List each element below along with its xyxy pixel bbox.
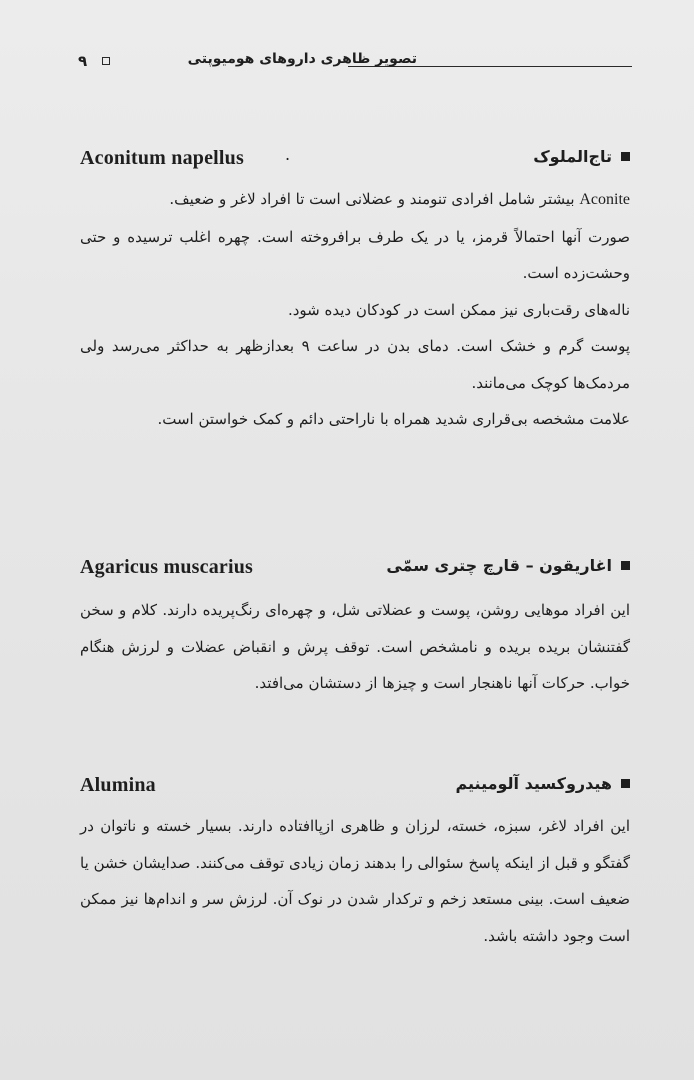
persian-heading [533,147,630,166]
remedy-section-agaricus [80,552,630,702]
paragraph [80,181,630,219]
latin-name: Agaricus muscarius [80,556,254,578]
remedy-header [80,143,630,177]
remedy-section-aconitum [80,143,630,438]
remedy-header [80,770,630,804]
running-head-title: تصویر ظاهری داروهای هومیوپتی [187,51,417,67]
remedy-description [80,592,630,702]
paragraph: صورت آنها احتمالاً قرمز، یا در یک طرف برافروخته است. چهره اغلب ترسیده و حتی وحشت‌زده است. [80,227,630,282]
latin-name: Aconitum napellus [80,147,244,169]
page-number: ۹ [78,52,88,70]
square-bullet-icon [621,152,630,161]
persian-name: هیدروکسید آلومینیم [455,774,612,793]
paragraph: پوست گرم و خشک است. دمای بدن در ساعت ۹ بعدازظهر به حداکثر می‌رسد ولی مردمک‌ها کوچک می‌مانند. [80,337,630,392]
remedy-description [80,808,630,954]
paragraph: این افراد موهایی روشن، پوست و عضلاتی شل، و چهره‌ای رنگ‌پریده دارند. کلام و سخن گفتنشان بریده بریده و نامشخص است. توقف پرش و انقباض عضلات و لرزش هنگام خواب. حرکات آنها ناهنجار است و چیزها از دستشان می‌افتد. [80,601,630,692]
persian-heading [455,774,630,793]
latin-name: Alumina [80,774,156,796]
remedy-header [80,552,630,586]
latin-inline: Aconite [579,191,630,208]
paragraph: این افراد لاغر، سبزه، خسته، لرزان و ظاهری ازپاافتاده دارند. بسیار خسته و ناتوان در گفتگو و قبل از اینکه پاسخ سئوالی را بدهند زمان زیادی توقف می‌کنند. صدایشان خشن یا ضعیف است. بینی مستعد زخم و ترکدار شدن در نوک آن. لرزش سر و اندام‌ها نیز ممکن است وجود داشته باشد. [80,817,630,945]
paragraph-text: بیشتر شامل افرادی تنومند و عضلانی است تا افراد لاغر و ضعیف. [169,190,575,208]
remedy-description [80,181,630,438]
paragraph: ناله‌های رقت‌باری نیز ممکن است در کودکان دیده شود. [287,300,630,319]
square-ornament-icon [102,57,110,65]
dot-mark: . [285,145,291,164]
running-head [72,50,632,74]
persian-name: اغاریقون – قارچ چتری سمّی [386,556,612,575]
paragraph: علامت مشخصه بی‌قراری شدید همراه با ناراحتی دائم و کمک خواستن است. [157,410,630,428]
remedy-section-alumina [80,770,630,954]
persian-name: تاج‌الملوک [533,147,612,166]
square-bullet-icon [621,779,630,788]
square-bullet-icon [621,561,630,570]
persian-heading [386,556,630,575]
